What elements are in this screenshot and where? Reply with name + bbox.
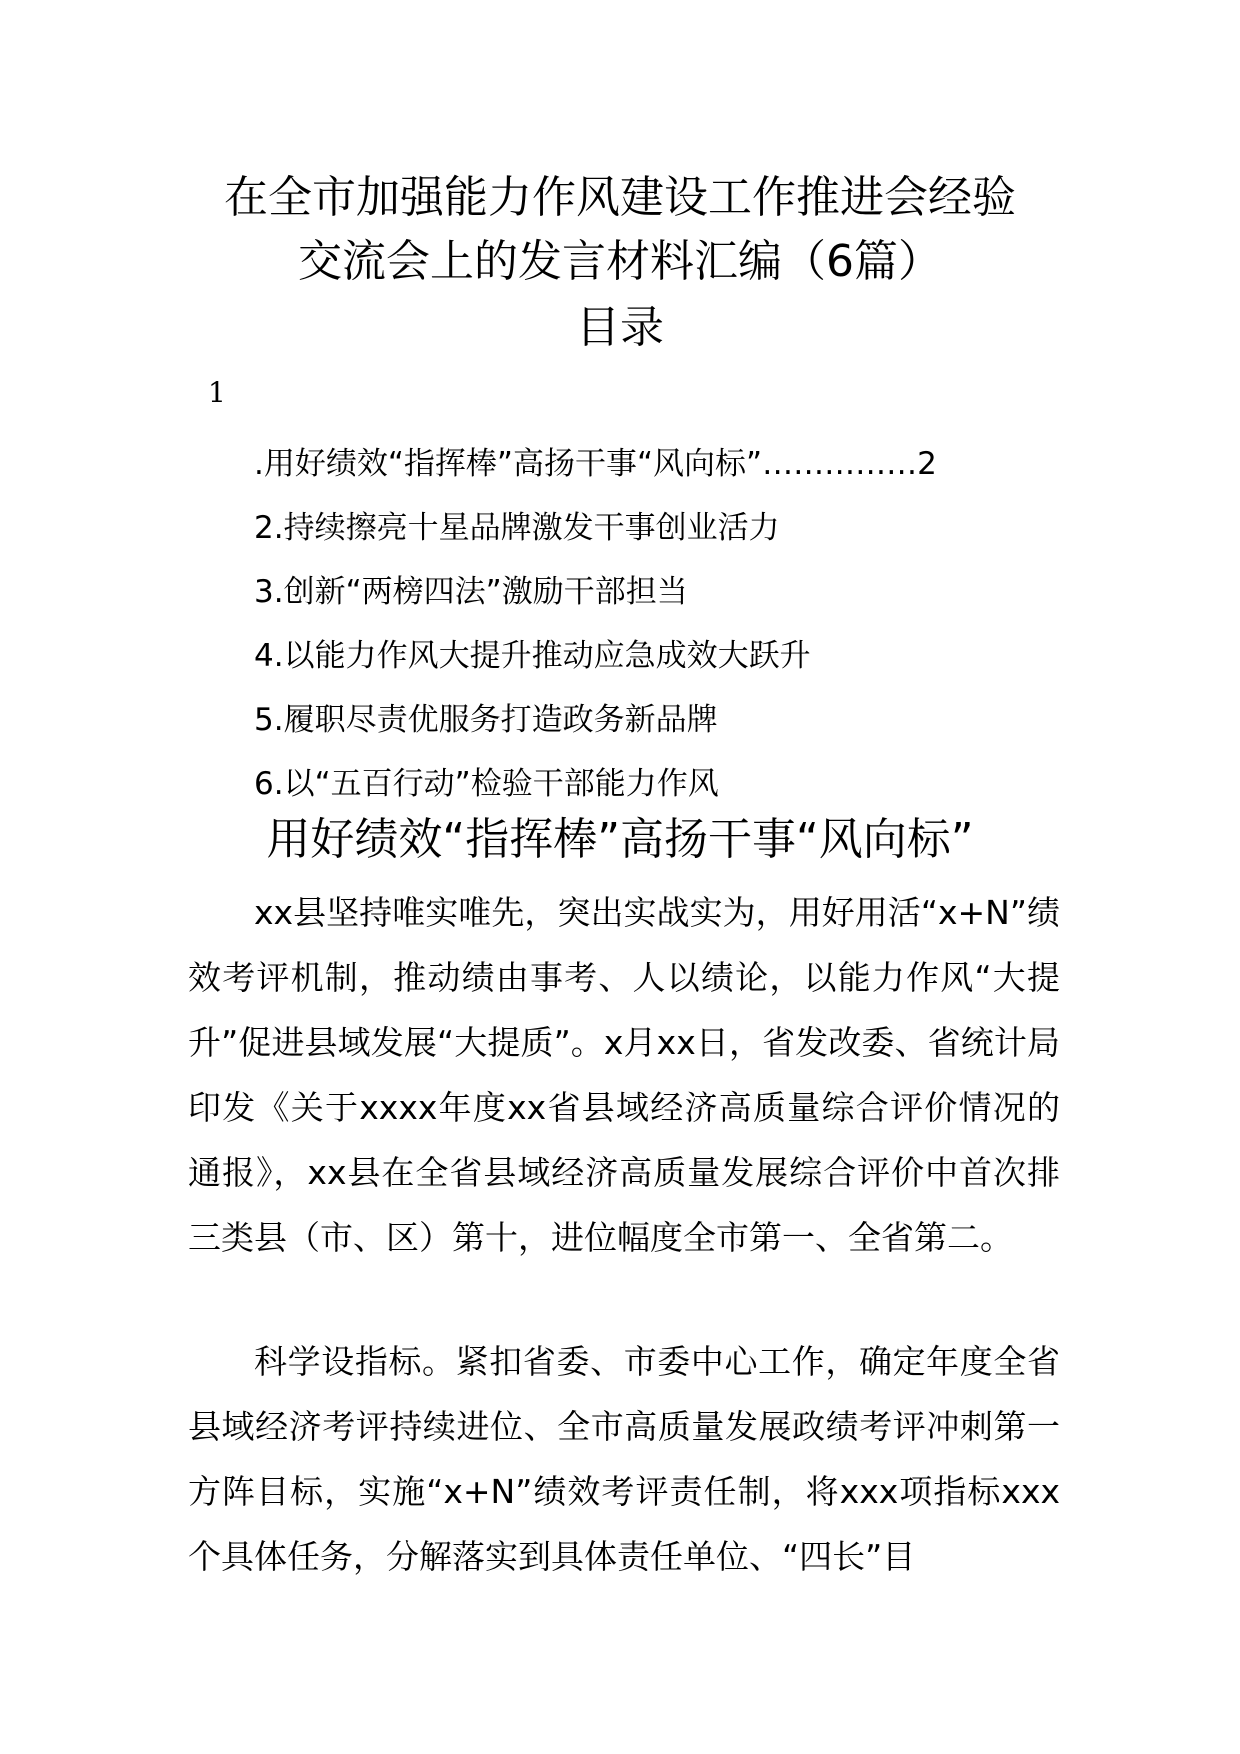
toc-item-5: 5.履职尽责优服务打造政务新品牌 bbox=[254, 702, 718, 738]
body-paragraph-2: 科学设指标。紧扣省委、市委中心工作，确定年度全省县域经济考评持续进位、全市高质量发展政绩考评冲刺第一方阵目标，实施“x+N”绩效考评责任制，将xxx项指标xxx个具体任务，分解落实到具体责任单位、“四长”目 bbox=[188, 1342, 1060, 1576]
document-title-line-2: 交流会上的发言材料汇编（6篇） bbox=[298, 236, 942, 287]
toc-item-2: 2.持续擦亮十星品牌激发干事创业活力 bbox=[254, 510, 780, 546]
table-of-contents bbox=[254, 432, 1054, 816]
toc-item-1: .用好绩效“指挥棒”高扬干事“风向标”……………2 bbox=[254, 446, 937, 482]
document-title-line-1: 在全市加强能力作风建设工作推进会经验 bbox=[224, 172, 1016, 223]
toc-number: 1 bbox=[208, 376, 226, 409]
body-paragraph-1: xx县坚持唯实唯先，突出实战实为，用好用活“x+N”绩效考评机制，推动绩由事考、人以绩论，以能力作风“大提升”促进县域发展“大提质”。x月xx日，省发改委、省统计局印发《关于xxxx年度xx省县域经济高质量综合评价情况的通报》，xx县在全省县域经济高质量发展综合评价中首次排三类县（市、区）第十，进位幅度全市第一、全省第二。 bbox=[188, 893, 1060, 1257]
toc-item-6: 6.以“五百行动”检验干部能力作风 bbox=[254, 766, 719, 802]
toc-heading: 目录 bbox=[576, 302, 664, 353]
section-heading: 用好绩效“指挥棒”高扬干事“风向标” bbox=[266, 814, 974, 865]
toc-item-4: 4.以能力作风大提升推动应急成效大跃升 bbox=[254, 638, 811, 674]
toc-item-3: 3.创新“两榜四法”激励干部担当 bbox=[254, 574, 688, 610]
